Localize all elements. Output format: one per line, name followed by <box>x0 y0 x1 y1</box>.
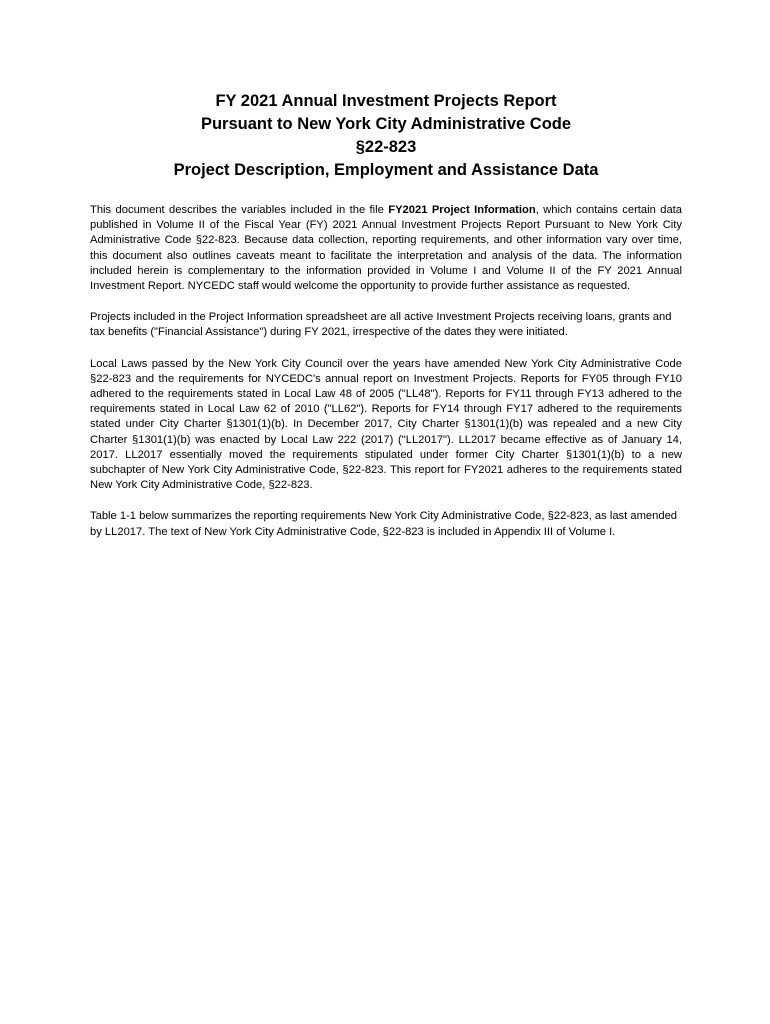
paragraph-intro <box>90 203 682 294</box>
paragraph-intro-text-end: , which contains certain data published in Volume II of the Fiscal Year (FY) 2021 Annual Investment Projects Report Pursuant to New York City Administrative Code §22-823. Because data collection, reporting requirements, and other information vary over time, this document also outlines caveats meant to facilitate the interpretation and analysis of the data. The information included herein is complementary to the information provided in Volume I and Volume II of the FY 2021 Annual Investment Report. NYCEDC staff would welcome the opportunity to provide further assistance as requested. <box>90 204 682 293</box>
file-name-emphasis: FY2021 Project Information <box>388 204 536 216</box>
paragraph-local-laws: Local Laws passed by the New York City Council over the years have amended New York City Administrative Code §22-823 and the requirements for NYCEDC's annual report on Investment Projects. Reports for FY05 through FY10 adhered to the requirements stated in Local Law 48 of 2005 ("LL48"). Reports for FY11 through FY13 adhered to the requirements stated in Local Law 62 of 2010 ("LL62"). Reports for FY14 through FY17 adhered to the requirements stated under City Charter §1301(1)(b). In December 2017, City Charter §1301(1)(b) was repealed and a new City Charter §1301(1)(b) was enacted by Local Law 222 (2017) ("LL2017"). LL2017 became effective as of January 14, 2017. LL2017 essentially moved the requirements stipulated under former City Charter §1301(1)(b) to a new subchapter of New York City Administrative Code, §22-823. This report for FY2021 adheres to the requirements stated New York City Administrative Code, §22-823. <box>90 357 682 492</box>
paragraph-projects-included: Projects included in the Project Information spreadsheet are all active Investment Projects receiving loans, grants and tax benefits ("Financial Assistance") during FY 2021, irrespective of the dates they were initiated. <box>90 311 672 339</box>
title-line-2: Pursuant to New York City Administrative Code <box>200 115 572 133</box>
title-line-3: §22-823 <box>355 138 417 156</box>
title-line-4: Project Description, Employment and Assistance Data <box>173 161 599 179</box>
document-title <box>90 90 682 182</box>
title-line-1: FY 2021 Annual Investment Projects Report <box>215 92 557 110</box>
paragraph-intro-text-start: This document describes the variables included in the file <box>90 204 389 216</box>
document-body <box>90 203 682 556</box>
paragraph-table-summary: Table 1-1 below summarizes the reporting requirements New York City Administrative Code, §22-823, as last amended by LL2017. The text of New York City Administrative Code, §22-823 is included in Appendix III of Volume I. <box>90 510 678 538</box>
